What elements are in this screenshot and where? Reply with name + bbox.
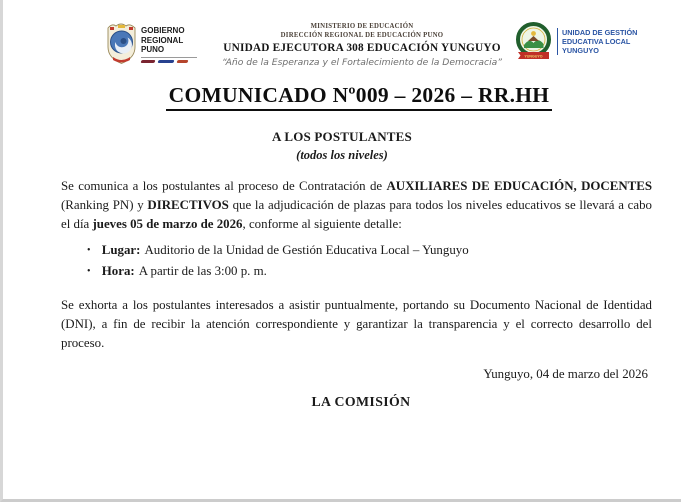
addressee-heading: A LOS POSTULANTES bbox=[272, 129, 412, 144]
lugar-label: Lugar: bbox=[101, 243, 141, 258]
document-header bbox=[3, 0, 681, 68]
list-item-hora bbox=[87, 262, 652, 283]
ugel-yunguyo-label: UNIDAD DE GESTIÓN EDUCATIVA LOCAL YUNGUYO bbox=[557, 28, 637, 55]
puno-coat-of-arms-icon bbox=[105, 21, 138, 65]
regional-direction-line: DIRECCIÓN REGIONAL DE EDUCACIÓN PUNO bbox=[280, 31, 444, 39]
year-motto: “Año de la Esperanza y el Fortalecimiento de la Democracia” bbox=[221, 57, 503, 68]
header-institution-block bbox=[209, 21, 515, 68]
hora-value: A partir de las 3:00 p. m. bbox=[138, 263, 267, 278]
lugar-value: Auditorio de la Unidad de Gestión Educativa Local – Yunguyo bbox=[144, 243, 469, 258]
signature-line: LA COMISIÓN bbox=[311, 393, 411, 409]
addressee-subheading: (todos los niveles) bbox=[296, 148, 388, 162]
exhortation-paragraph: Se exhorta a los postulantes interesados a asistir puntualmente, portando su Documento Nacional de Identidad (DNI), a fin de recibir la atención correspondiente y garantizar la transparencia y el correcto desarrollo del proceso. bbox=[61, 298, 652, 350]
gobierno-regional-puno-label: GOBIERNO REGIONAL PUNO bbox=[141, 21, 197, 65]
announcement-paragraph: Se comunica a los postulantes al proceso de Contratación de AUXILIARES DE EDUCACIÓN, DOCENTES (Ranking PN) y DIRECTIVOS que la adjudicación de plazas para todos los niveles educativos se llevará a cabo el día jueves 05 de marzo de 2026, conforme al siguiente detalle: bbox=[61, 179, 653, 231]
ministry-line: MINISTERIO DE EDUCACIÓN bbox=[310, 23, 414, 30]
detail-list bbox=[87, 241, 652, 282]
list-item-lugar bbox=[87, 241, 652, 262]
executive-unit-line: UNIDAD EJECUTORA 308 EDUCACIÓN YUNGUYO bbox=[223, 42, 501, 54]
hora-label: Hora: bbox=[101, 263, 135, 278]
gobierno-regional-puno-logo bbox=[105, 21, 209, 65]
seal-banner-text: YUNGUYO bbox=[524, 54, 543, 59]
gobierno-tagline-scribble bbox=[141, 60, 197, 63]
dateline: Yunguyo, 04 de marzo del 2026 bbox=[483, 366, 648, 381]
ugel-seal-icon bbox=[515, 21, 552, 63]
communique-title-text: COMUNICADO Nº009 – 2026 – RR.HH bbox=[166, 83, 553, 111]
logo-divider bbox=[141, 57, 197, 58]
communique-title bbox=[3, 83, 681, 108]
ugel-yunguyo-logo bbox=[515, 21, 645, 63]
